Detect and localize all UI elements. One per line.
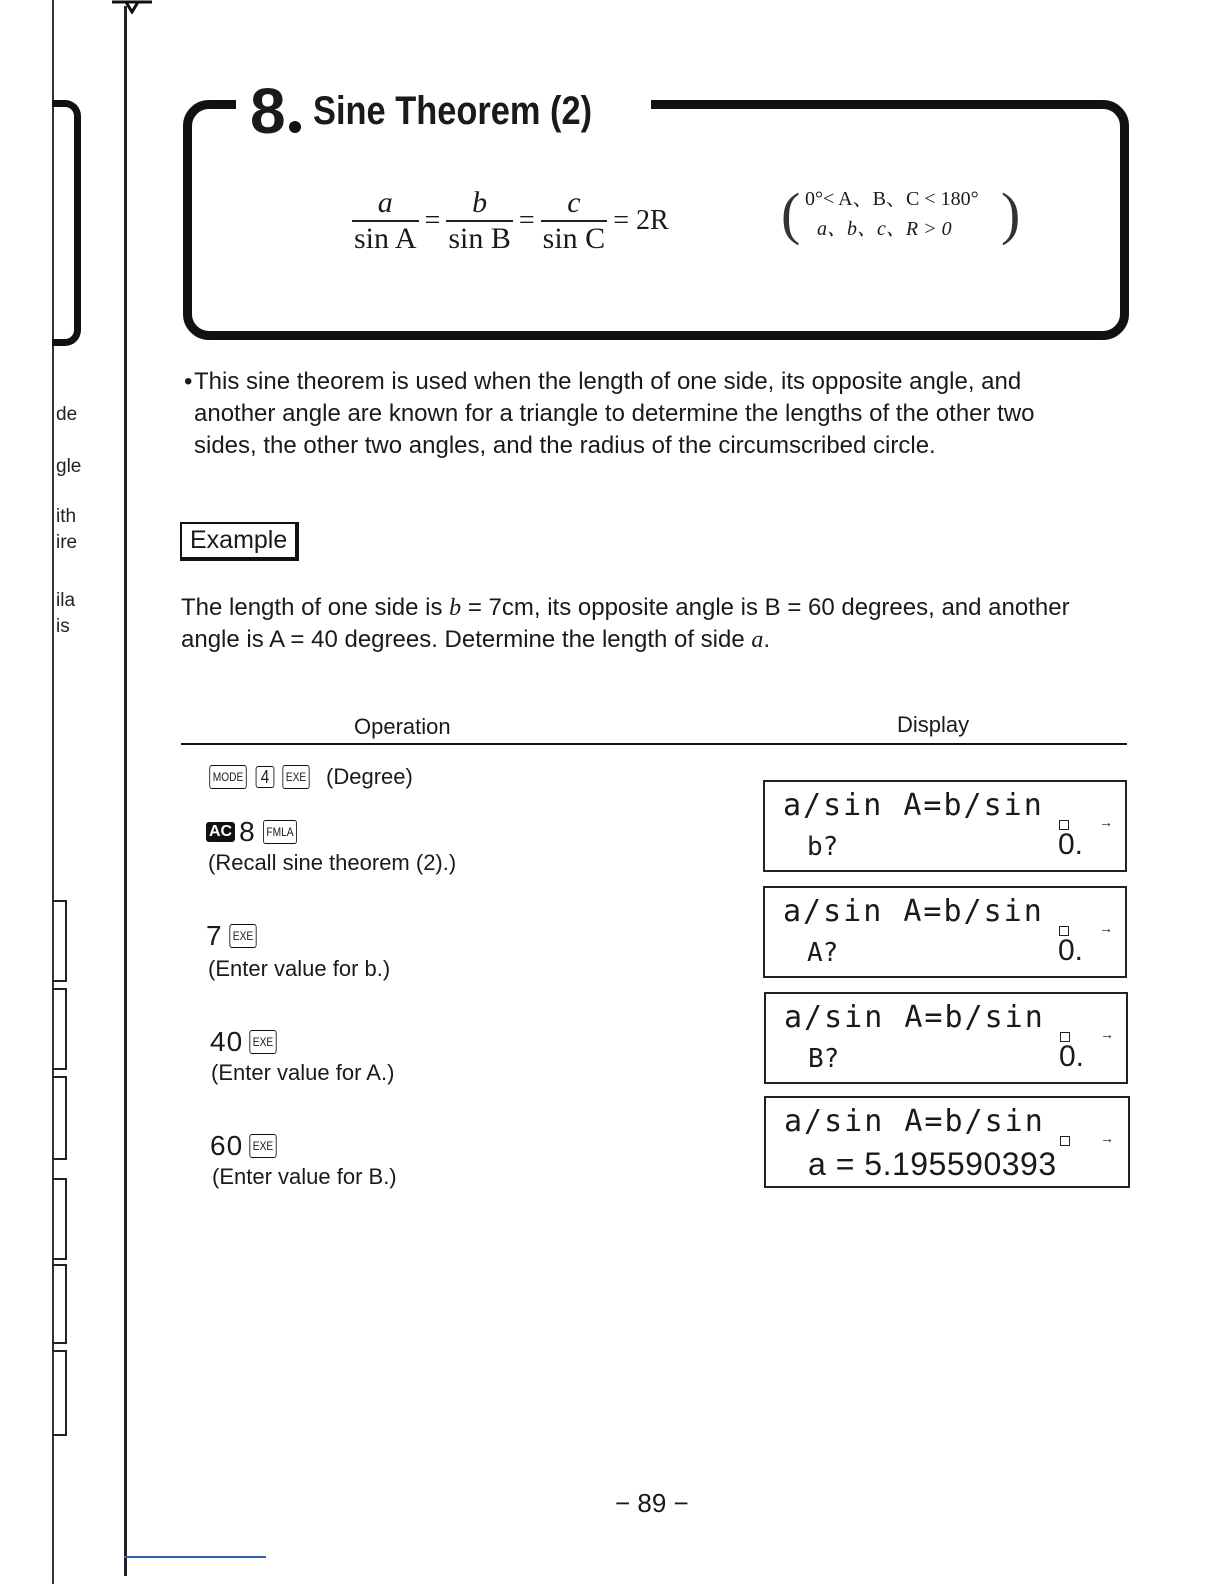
formula-conditions: [781, 181, 1021, 246]
example-problem: [181, 592, 1141, 656]
intro-line: This sine theorem is used when the length of one side, its opposite angle, and: [194, 368, 1022, 395]
exe-key: EXE: [250, 1134, 277, 1158]
operation-step-3: [206, 920, 259, 952]
operation-header: Operation: [354, 714, 451, 739]
fraction-b: [446, 186, 513, 256]
facing-page-tab: [52, 1178, 67, 1260]
ac-key: AC: [206, 822, 235, 842]
problem-text: angle is A = 40 degrees. Determine the length of side: [181, 626, 752, 653]
page-number: − 89 −: [615, 1488, 689, 1518]
spine-cap-icon: [112, 0, 152, 14]
example-label: Example: [180, 522, 299, 561]
digit-input: 8: [239, 816, 256, 847]
spine-line: [124, 6, 127, 1576]
operation-note: (Enter value for b.): [208, 956, 391, 981]
sine-formula: [352, 186, 675, 256]
condition-line: a、b、c、R > 0: [817, 218, 952, 240]
problem-text: The length of one side is: [181, 594, 450, 621]
exe-key: EXE: [250, 1030, 277, 1054]
equals-sign: =: [424, 205, 441, 236]
section-dot: [289, 121, 301, 133]
intro-line: sides, the other two angles, and the radius of the circumscribed circle.: [194, 432, 936, 459]
calculator-display-1: [763, 780, 1127, 872]
operation-note: (Enter value for A.): [211, 1060, 395, 1085]
problem-text: .: [763, 626, 771, 653]
section-title: [236, 76, 651, 146]
operation-step-1: [206, 764, 413, 790]
fraction-a: [352, 186, 419, 256]
arrow-icon: →: [1099, 814, 1113, 830]
key-4: 4: [256, 766, 275, 788]
formula-rhs: = 2R: [613, 205, 669, 236]
arrow-icon: →: [1100, 1130, 1114, 1146]
mode-key: MODE: [209, 765, 246, 789]
operation-step-2: [206, 816, 300, 848]
header-rule: [181, 743, 1127, 745]
right-paren-icon: ): [1001, 181, 1021, 246]
facing-page-tab: [52, 1350, 67, 1436]
fmla-key: FMLA: [263, 820, 297, 844]
calculator-display-2: [763, 886, 1127, 978]
intro-line: another angle are known for a triangle to determine the lengths of the other two: [194, 400, 1035, 427]
intro-paragraph: [184, 366, 1130, 462]
bullet-icon: •: [184, 368, 193, 395]
problem-var: a: [751, 627, 764, 653]
numerator: c: [567, 186, 581, 219]
display-value: 0.: [1057, 934, 1083, 967]
facing-page-tab: [52, 900, 67, 982]
facing-page-tab: [52, 988, 67, 1070]
margin-fragment: gle: [56, 456, 82, 477]
margin-fragment: de: [56, 404, 78, 425]
margin-fragment: ila: [56, 590, 76, 611]
display-formula: a/sin A=b/sin: [783, 788, 1044, 823]
display-prompt: B?: [808, 1044, 840, 1074]
denominator: sin C: [542, 222, 606, 255]
operation-step-5: [210, 1130, 279, 1162]
bottom-rule: [124, 1556, 266, 1558]
calculator-display-4: [764, 1096, 1130, 1188]
problem-text: = 7cm, its opposite angle is B = 60 degrees, and another: [461, 594, 1070, 621]
margin-fragment: is: [56, 616, 70, 637]
section-number: 8: [250, 75, 285, 147]
exe-key: EXE: [229, 924, 256, 948]
facing-page-tab: [52, 1264, 67, 1344]
arrow-icon: →: [1099, 920, 1113, 936]
display-value: 0.: [1057, 828, 1083, 861]
display-formula: a/sin A=b/sin: [784, 1104, 1045, 1139]
facing-page-bracket: [52, 100, 81, 346]
section-title-text: Sine Theorem (2): [312, 88, 592, 133]
condition-line: 0°< A、B、C < 180°: [805, 188, 979, 210]
display-value: 0.: [1058, 1040, 1084, 1073]
arrow-icon: →: [1100, 1026, 1114, 1042]
margin-fragment: ire: [56, 532, 78, 553]
facing-page-tab: [52, 1076, 67, 1160]
denominator: sin B: [448, 222, 511, 255]
operation-note: (Enter value for B.): [212, 1164, 397, 1189]
operation-note: (Recall sine theorem (2).): [208, 850, 457, 875]
display-result: a = 5.195590393: [808, 1146, 1057, 1182]
equals-sign: =: [518, 205, 535, 236]
exe-key: EXE: [282, 765, 309, 789]
digit-input: 60: [210, 1130, 244, 1161]
digit-input: 7: [206, 920, 223, 951]
numerator: a: [377, 186, 393, 219]
display-formula: a/sin A=b/sin: [783, 894, 1044, 929]
indicator-icon: [1060, 1136, 1070, 1146]
display-prompt: A?: [807, 938, 839, 968]
operation-note: (Degree): [326, 764, 413, 789]
display-header: Display: [897, 712, 970, 737]
digit-input: 40: [210, 1026, 244, 1057]
numerator: b: [472, 186, 488, 219]
operation-step-4: [210, 1026, 279, 1058]
margin-fragment: ith: [56, 506, 77, 527]
calculator-display-3: [764, 992, 1128, 1084]
display-formula: a/sin A=b/sin: [784, 1000, 1045, 1035]
problem-var: b: [449, 595, 462, 621]
fraction-c: [541, 186, 608, 256]
display-prompt: b?: [807, 832, 839, 862]
left-paren-icon: (: [781, 181, 801, 246]
denominator: sin A: [354, 222, 417, 255]
